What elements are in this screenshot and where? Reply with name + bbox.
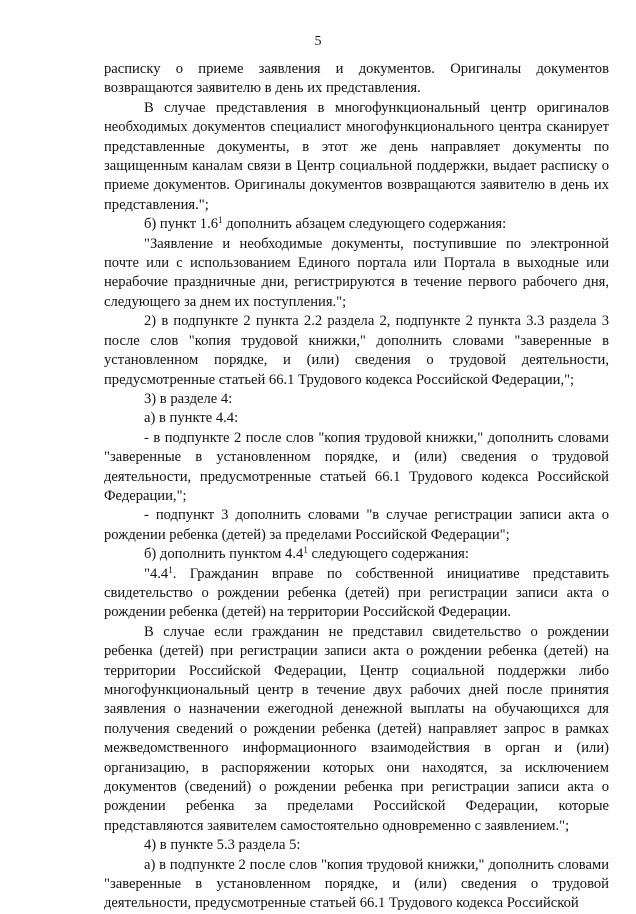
paragraph: а) в подпункте 2 после слов "копия трудовой книжки," дополнить словами "заверенные в установленном порядке, и (или) сведения о трудовой деятельности, предусмотренные статьей 66.1 Трудового кодекса Российской (104, 856, 609, 912)
paragraph: 3) в разделе 4: (144, 390, 233, 407)
paragraph: расписку о приеме заявления и документов. Оригиналы документов возвращаются заявителю в день их представления. (104, 61, 609, 97)
paragraph: 4) в пункте 5.3 раздела 5: (144, 837, 301, 854)
superscript: 1 (303, 545, 308, 556)
paragraph: б) пункт $1.6^1$ дополнить абзацем следующего содержания: (144, 215, 507, 233)
superscript: 1 (168, 564, 173, 575)
paragraph: - в подпункте 2 после слов "копия трудовой книжки," дополнить словами "заверенные в установленном порядке, и (или) сведения о трудовой деятельности, предусмотренные статьей 66.1 Трудового кодекса Российской Федерации,"; (104, 429, 609, 504)
paragraph: а) в пункте 4.4: (144, 410, 239, 427)
paragraph: 2) в подпункте 2 пункта 2.2 раздела 2, подпункте 2 пункта 3.3 раздела 3 после слов "копия трудовой книжки," дополнить словами "заверенные в установленном порядке, и (или) сведения о трудовой деятельности, предусмотренные статьей 66.1 Трудового кодекса Российской Федерации,"; (104, 313, 609, 388)
document-body (104, 60, 609, 914)
paragraph: - подпункт 3 дополнить словами "в случае регистрации записи акта о рождении ребенка (детей) за пределами Российской Федерации"; (104, 507, 609, 543)
paragraph: В случае если гражданин не представил свидетельство о рождении ребенка (детей) при регистрации записи акта о рождении ребенка (детей) на территории Российской Федерации, Центр социальной поддержки либо многофункциональный центр в течение двух рабочих дней после принятия заявления о назначении ежегодной денежной выплаты на обучающихся для получения сведений о рождении ребенка (детей) направляет запрос в рамках межведомственного информационного взаимодействия в орган и (или) организацию, в распоряжении которых они находятся, за исключением документов (сведений) о рождении ребенка при регистрации записи акта о рождении ребенка за пределами Российской Федерации, которые представляются заявителем самостоятельно одновременно с заявлением."; (104, 623, 609, 834)
superscript: 1 (218, 215, 223, 226)
page-number: 5 (314, 34, 322, 49)
paragraph: "$4.4^1$. Гражданин вправе по собственной инициативе представить свидетельство о рождении ребенка (детей) при регистрации записи акта о рождении ребенка (детей) на территории Российской Федерации. (104, 564, 609, 621)
paragraph: В случае представления в многофункциональный центр оригиналов необходимых документов специалист многофункционального центра сканирует представленные документы, в этот же день направляет документы по защищенным каналам связи в Центр социальной поддержки, выдает расписку о приеме документов. Оригиналы документов возвращаются заявителю в день их представления."; (104, 99, 609, 213)
paragraph: "Заявление и необходимые документы, поступившие по электронной почте или с использованием Единого портала или Портала в выходные или нерабочие праздничные дни, регистрируются в течение первого рабочего дня, следующего за днем их поступления."; (104, 235, 609, 310)
paragraph: б) дополнить пунктом $4.4^1$ следующего содержания: (144, 545, 469, 563)
